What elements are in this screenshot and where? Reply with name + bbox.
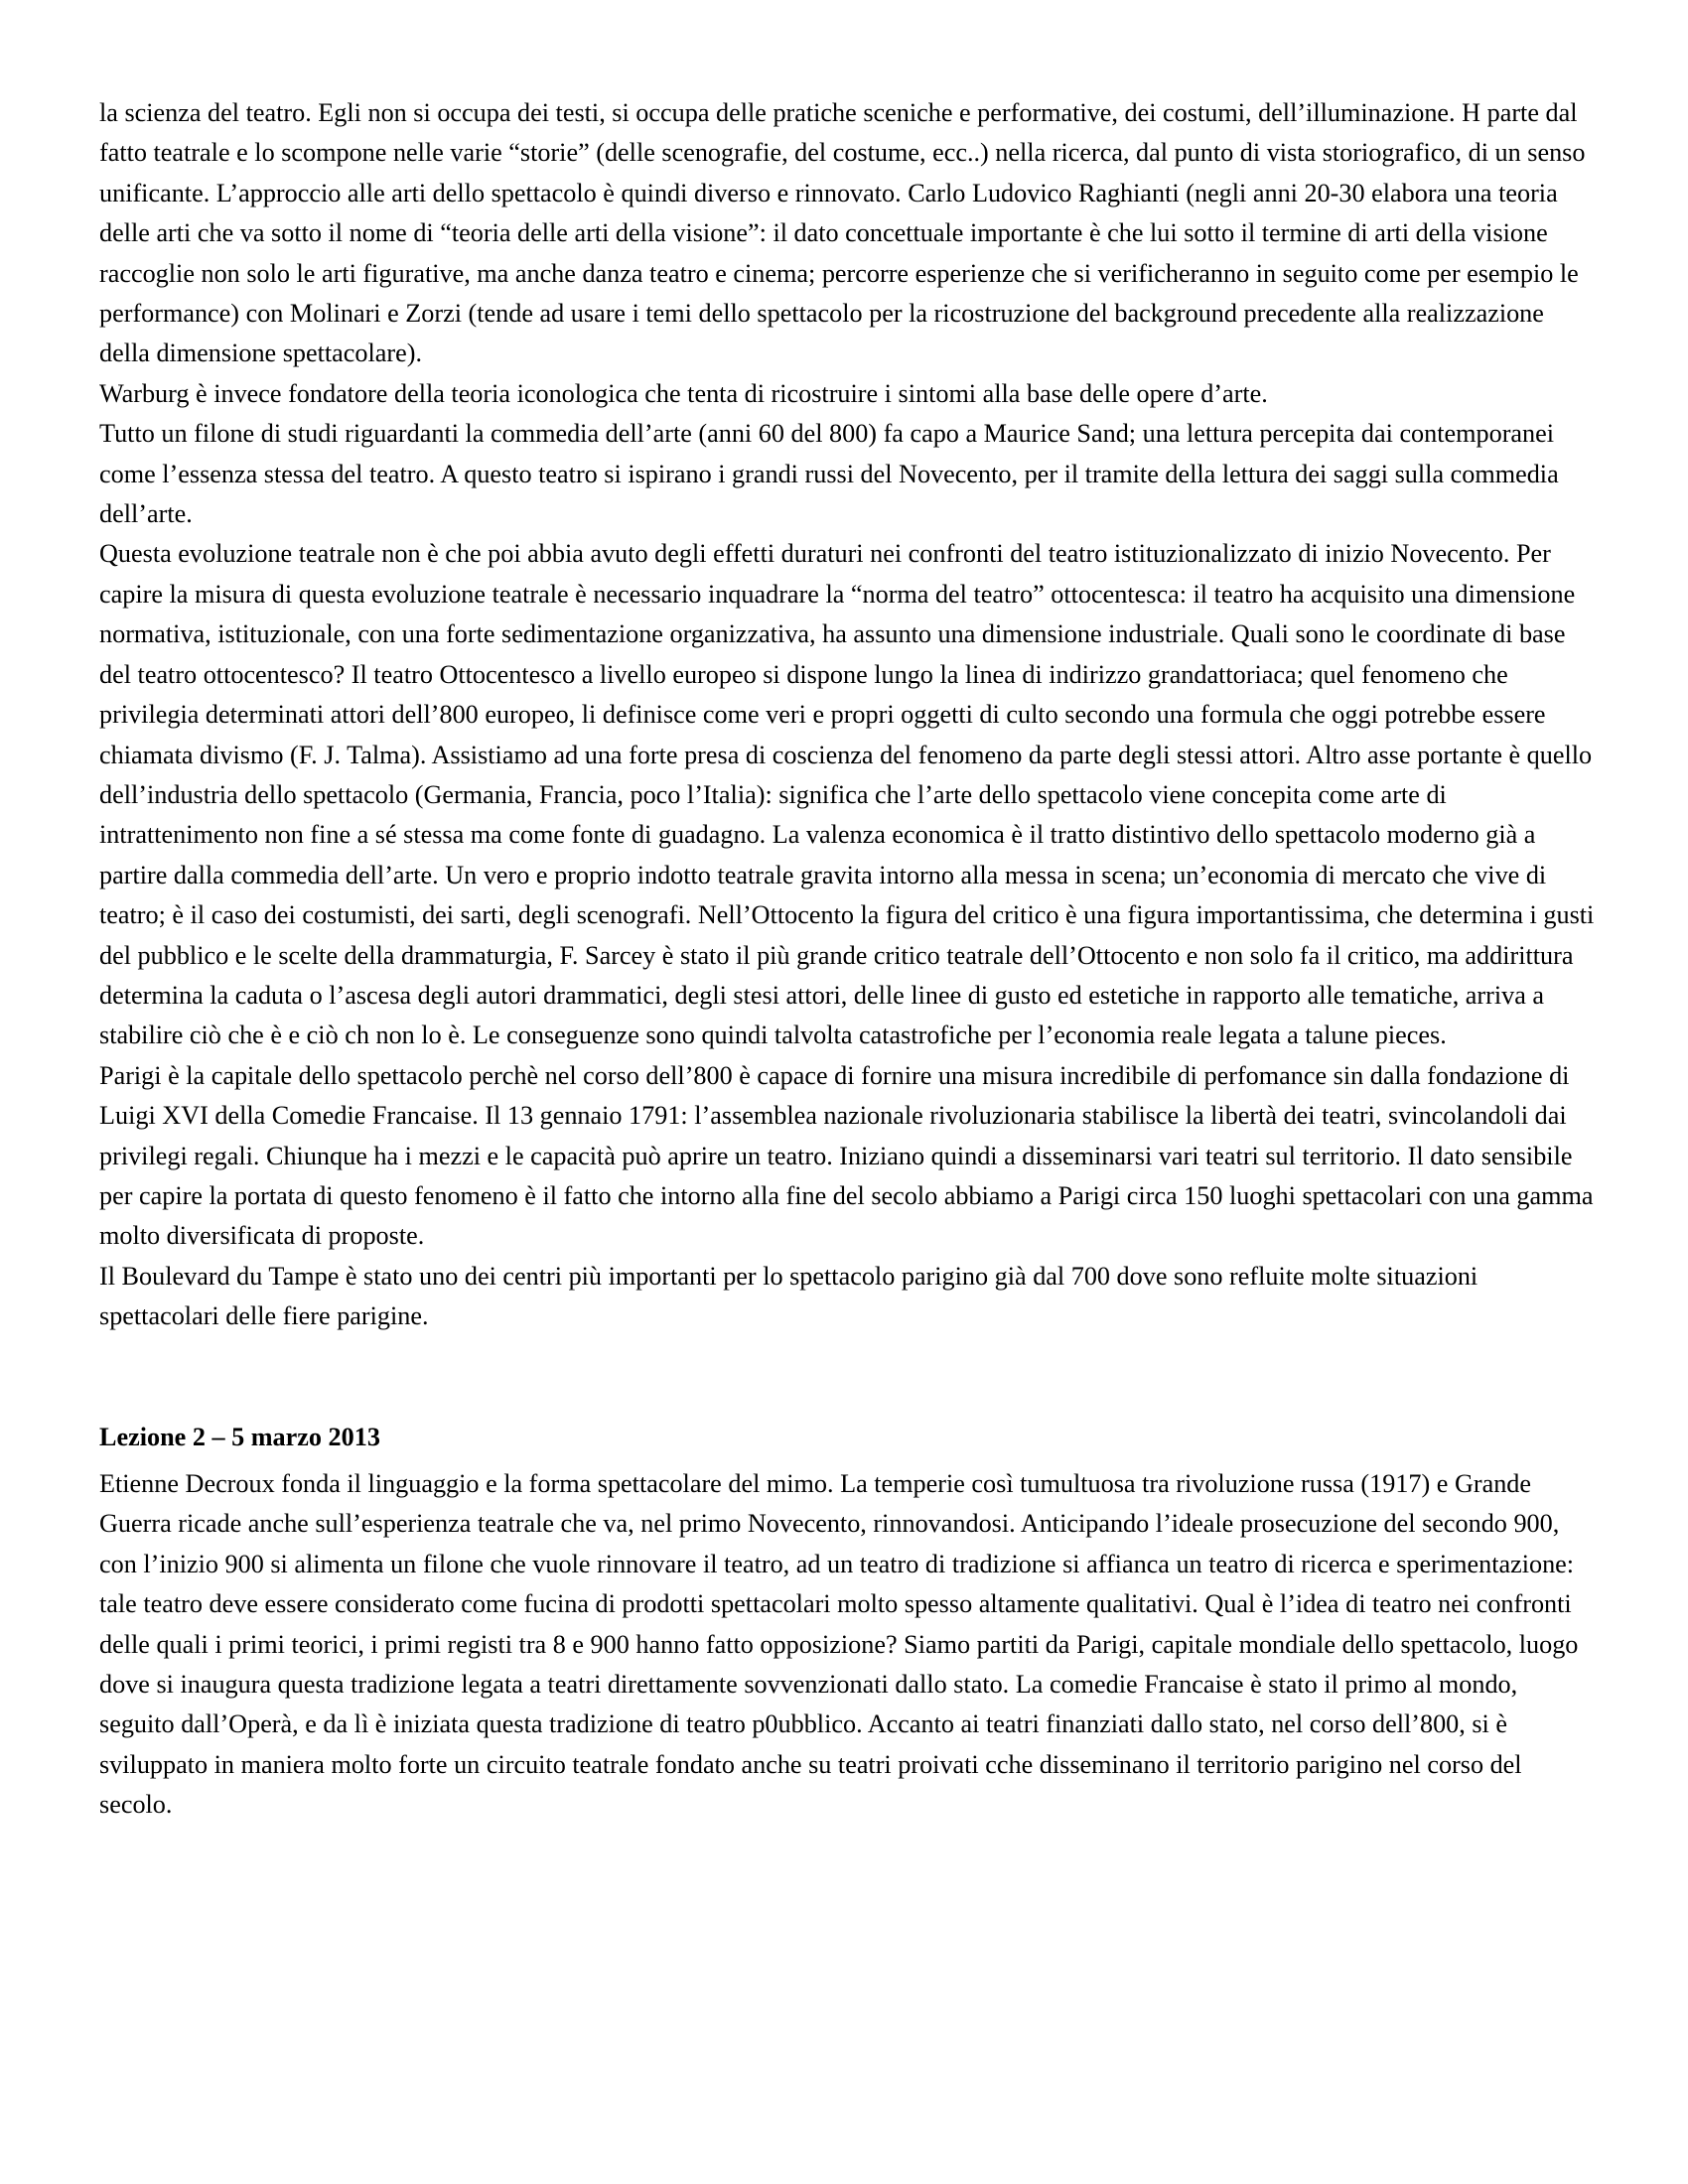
paragraph-etienne-decroux: Etienne Decroux fonda il linguaggio e la forma spettacolare del mimo. La temperie così tumultuosa tra rivoluzione russa (1917) e Grande Guerra ricade anche sull’esperienza teatrale che va, nel primo Novecento, rinnovandosi. Anticipando l’ideale prosecuzione del secondo 900, con l’inizio 900 si alimenta un filone che vuole rinnovare il teatro, ad un teatro di tradizione si affianca un teatro di ricerca e sperimentazione: tale teatro deve essere considerato come fucina di prodotti spettacolari molto spesso altamente qualitativi. Qual è l’idea di teatro nei confronti delle quali i primi teorici, i primi registi tra 8 e 900 hanno fatto opposizione? Siamo partiti da Parigi, capitale mondiale dello spettacolo, luogo dove si inaugura questa tradizione legata a teatri direttamente sovvenzionati dallo stato. La comedie Francaise è stato il primo al mondo, seguito dall’Operà, e da lì è iniziata questa tradizione di teatro p0ubblico. Accanto ai teatri finanziati dallo stato, nel corso dell’800, si è sviluppato in maniera molto forte un circuito teatrale fondato anche su teatri proivati cche disseminano il territorio parigino nel corso del secolo. — [99, 1469, 1579, 1820]
heading-spacer — [99, 1457, 1599, 1464]
paragraph-scienza-del-teatro: la scienza del teatro. Egli non si occupa dei testi, si occupa delle pratiche sceniche e performative, dei costumi, dell’illuminazione. H parte dal fatto teatrale e lo scompone nelle varie “storie” (delle scenografie, del costume, ecc..) nella ricerca, dal punto di vista storiografico, di un senso unificante. L’approccio alle arti dello spettacolo è quindi diverso e rinnovato. Carlo Ludovico Raghianti (negli anni 20-30 elabora una teoria delle arti che va sotto il nome di “teoria delle arti della visione”: il dato concettuale importante è che lui sotto il termine di arti della visione raccoglie non solo le arti figurative, ma anche danza teatro e cinema; percorre esperienze che si verificheranno in seguito come per esempio le performance) con Molinari e Zorzi (tende ad usare i temi dello spettacolo per la ricostruzione del background precedente alla realizzazione della dimensione spettacolare). — [99, 98, 1586, 368]
paragraph-parigi-capitale: Parigi è la capitale dello spettacolo perchè nel corso dell’800 è capace di fornire una misura incredibile di perfomance sin dalla fondazione di Luigi XVI della Comedie Francaise. Il 13 gennaio 1791: l’assemblea nazionale rivoluzionaria stabilisce la libertà dei teatri, svincolandoli dai privilegi regali. Chiunque ha i mezzi e le capacità può aprire un teatro. Iniziano quindi a disseminarsi vari teatri sul territorio. Il dato sensibile per capire la portata di questo fenomeno è il fatto che intorno alla fine del secolo abbiamo a Parigi circa 150 luoghi spettacolari con una gamma molto diversificata di proposte. — [99, 1060, 1594, 1251]
paragraph-warburg: Warburg è invece fondatore della teoria iconologica che tenta di ricostruire i sintomi alla base delle opere d’arte. — [99, 378, 1268, 408]
paragraph-commedia-dell-arte: Tutto un filone di studi riguardanti la commedia dell’arte (anni 60 del 800) fa capo a Maurice Sand; una lettura percepita dai contemporanei come l’essenza stessa del teatro. A questo teatro si ispirano i grandi russi del Novecento, per il tramite della lettura dei saggi sulla commedia dell’arte. — [99, 419, 1559, 529]
section-spacer — [99, 1337, 1599, 1418]
section-heading: Lezione 2 – 5 marzo 2013 — [99, 1422, 380, 1451]
paragraph-evoluzione-teatrale: Questa evoluzione teatrale non è che poi abbia avuto degli effetti duraturi nei confronti del teatro istituzionalizzato di inizio Novecento. Per capire la misura di questa evoluzione teatrale è necessario inquadrare la “norma del teatro” ottocentesca: il teatro ha acquisito una dimensione normativa, istituzionale, con una forte sedimentazione organizzativa, ha assunto una dimensione industriale. Quali sono le coordinate di base del teatro ottocentesco? Il teatro Ottocentesco a livello europeo si dispone lungo la linea di indirizzo grandattoriaca; quel fenomeno che privilegia determinati attori dell’800 europeo, li definisce come veri e propri oggetti di culto secondo una formula che oggi potrebbe essere chiamata divismo (F. J. Talma). Assistiamo ad una forte presa di coscienza del fenomeno da parte degli stessi attori. Altro asse portante è quello dell’industria dello spettacolo (Germania, Francia, poco l’Italia): significa che l’arte dello spettacolo viene concepita come arte di intrattenimento non fine a sé stessa ma come fonte di guadagno. La valenza economica è il tratto distintivo dello spettacolo moderno già a partire dalla commedia dell’arte. Un vero e proprio indotto teatrale gravita intorno alla messa in scena; un’economia di mercato che vive di teatro; è il caso dei costumisti, dei sarti, degli scenografi. Nell’Ottocento la figura del critico è una figura importantissima, che determina i gusti del pubblico e le scelte della drammaturgia, F. Sarcey è stato il più grande critico teatrale dell’Ottocento e non solo fa il critico, ma addirittura determina la caduta o l’ascesa degli autori drammatici, degli stesi attori, delle linee di gusto ed estetiche in rapporto alle tematiche, arriva a stabilire ciò che è e ciò ch non lo è. Le conseguenze sono quindi talvolta catastrofiche per l’economia reale legata a talune pieces. — [99, 539, 1595, 1050]
document-page — [99, 93, 1599, 1826]
paragraph-boulevard-du-tampe: Il Boulevard du Tampe è stato uno dei centri più importanti per lo spettacolo parigino già dal 700 dove sono refluite molte situazioni spettacolari delle fiere parigine. — [99, 1261, 1478, 1331]
